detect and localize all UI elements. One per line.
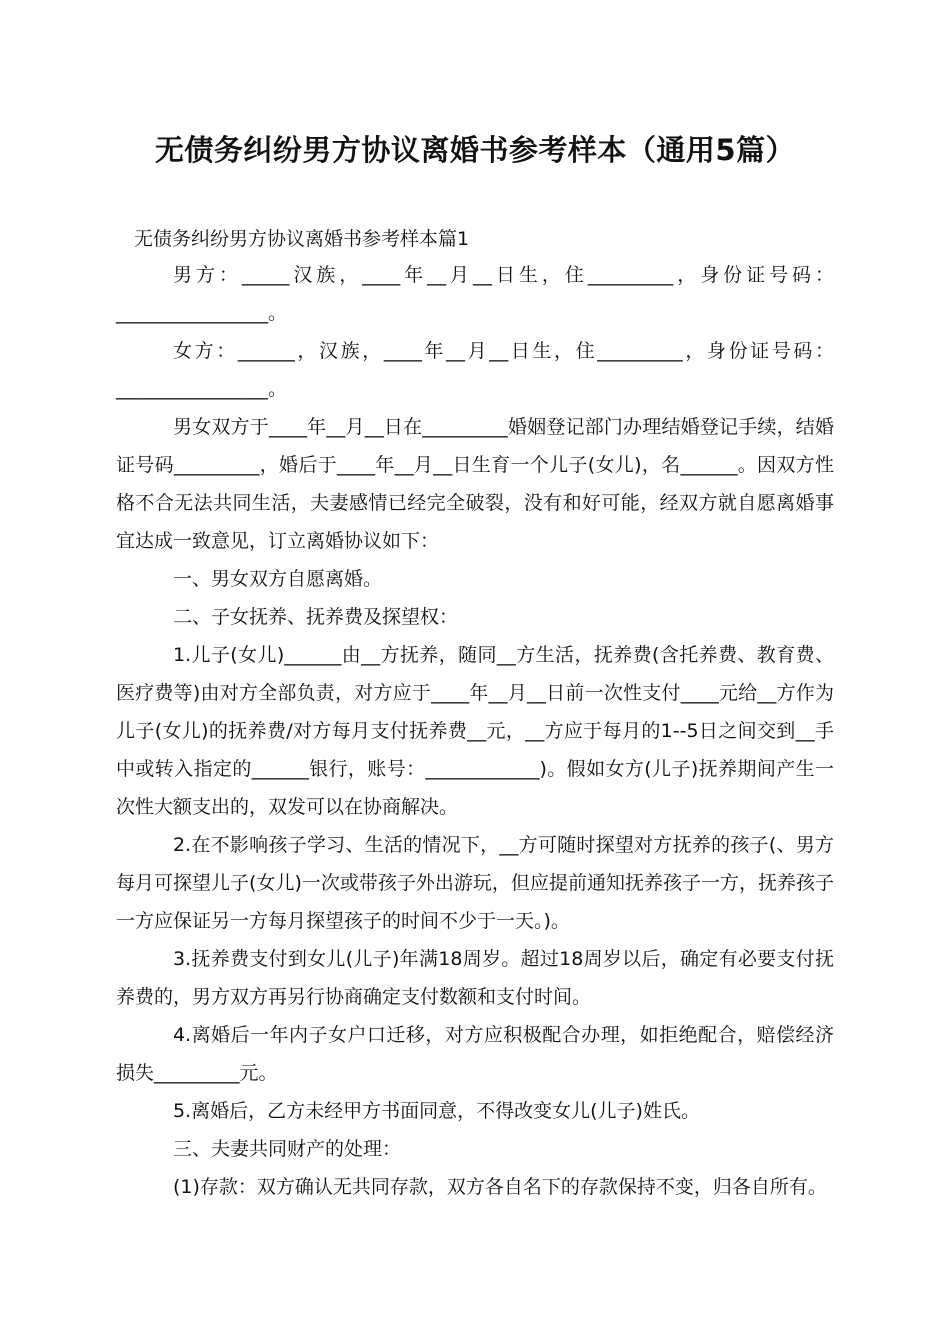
paragraph-item-2: 2.在不影响孩子学习、生活的情况下，__方可随时探望对方抚养的孩子(、男方每月可探望儿子(女儿)一次或带孩子外出游玩，但应提前通知抚养孩子一方，抚养孩子一方应保证另一方每月探望孩子的时间不少于一天。)。 <box>116 834 834 932</box>
paragraph-item-4: 4.离婚后一年内子女户口迁移，对方应积极配合办理，如拒绝配合，赔偿经济损失_________元。 <box>116 1024 834 1084</box>
paragraph-savings: (1)存款：双方确认无共同存款，双方各自名下的存款保持不变，归各自所有。 <box>173 1176 827 1198</box>
section-heading: 无债务纠纷男方协议离婚书参考样本篇1 <box>134 228 470 250</box>
paragraph-item-5: 5.离婚后，乙方未经甲方书面同意，不得改变女儿(儿子)姓氏。 <box>173 1100 700 1122</box>
paragraph-marriage-info: 男女双方于____年__月__日在_________婚姻登记部门办理结婚登记手续，结婚证号码_________，婚后于____年__月__日生育一个儿子(女儿)，名______。因双方性格不合无法共同生活，夫妻感情已经完全破裂，没有和好可能，经双方就自愿离婚事宜达成一致意见，订立离婚协议如下： <box>116 416 834 552</box>
document-body <box>116 256 834 1206</box>
paragraph-item-1: 1.儿子(女儿)______由__方抚养，随同__方生活，抚养费(含托养费、教育费、医疗费等)由对方全部负责，对方应于____年__月__日前一次性支付____元给__方作为儿子(女儿)的抚养费/对方每月支付抚养费__元，__方应于每月的1--5日之间交到__手中或转入指定的______银行，账号：____________)。假如女方(儿子)抚养期间产生一次性大额支出的，双发可以在协商解决。 <box>116 644 834 818</box>
paragraph-clause-2: 二、子女抚养、抚养费及探望权： <box>173 606 459 628</box>
paragraph-clause-3: 三、夫妻共同财产的处理： <box>173 1138 402 1160</box>
document-title: 无债务纠纷男方协议离婚书参考样本（通用5篇） <box>154 133 796 167</box>
paragraph-female-party: 女方：______，汉族，____年__月__日生，住_________，身份证号码：________________。 <box>116 340 834 400</box>
paragraph-clause-1: 一、男女双方自愿离婚。 <box>173 568 383 590</box>
paragraph-male-party: 男方：_____汉族，____年__月__日生，住_________，身份证号码：________________。 <box>116 264 834 324</box>
paragraph-item-3: 3.抚养费支付到女儿(儿子)年满18周岁。超过18周岁以后，确定有必要支付抚养费的，男方双方再另行协商确定支付数额和支付时间。 <box>116 948 834 1008</box>
